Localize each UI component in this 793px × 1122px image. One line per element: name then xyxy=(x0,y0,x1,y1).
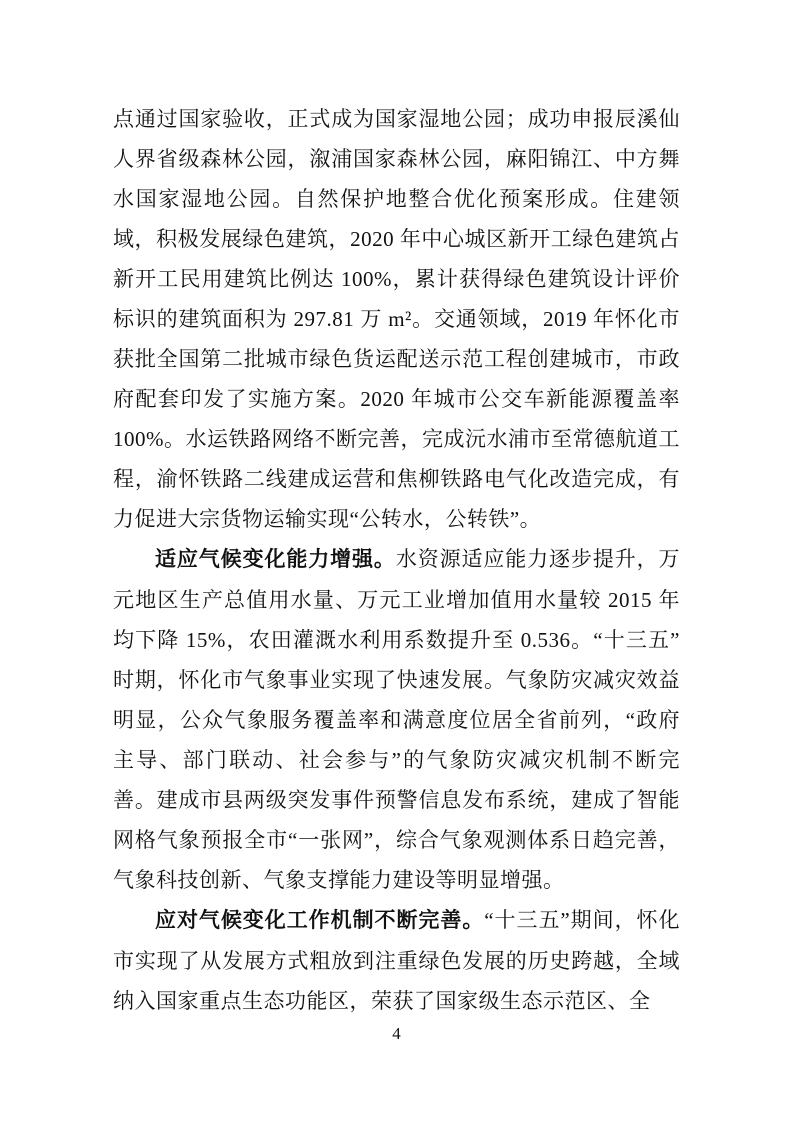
paragraph-lead-bold: 适应气候变化能力增强。 xyxy=(155,548,396,571)
paragraph-lead-bold: 应对气候变化工作机制不断完善。 xyxy=(155,909,485,932)
paragraph-text: 水资源适应能力逐步提升，万元地区生产总值用水量、万元工业增加值用水量较 2015 年均下降 15%，农田灌溉水利用系数提升至 0.536。“十三五”时期，怀化市气象事业实现了快速发展。气象防灾减灾效益明显，公众气象服务覆盖率和满意度位居全省前列，“政府主导、部门联动、社会参与”的气象防灾减灾机制不断完善。建成市县两级突发事件预警信息发布系统，建成了智能网格气象预报全市“一张网”，综合气象观测体系日趋完善，气象科技创新、气象支撑能力建设等明显增强。 xyxy=(113,547,681,892)
paragraph-text: “十三五”期间，怀化市实现了从发展方式粗放到注重绿色发展的历史跨越，全域纳入国家重点生态功能区，荣获了国家级生态示范区、全 xyxy=(113,908,680,1013)
paragraph-work-mechanism xyxy=(113,900,680,1021)
paragraph-text: 点通过国家验收，正式成为国家湿地公园；成功申报辰溪仙人界省级森林公园，溆浦国家森林公园，麻阳锦江、中方舞水国家湿地公园。自然保护地整合优化预案形成。住建领域，积极发展绿色建筑，2020 年中心城区新开工绿色建筑占新开工民用建筑比例达 100%，累计获得绿色建筑设计评价标识的建筑面积为 297.81 万 m²。交通领域，2019 年怀化市获批全国第二批城市绿色货运配送示范工程创建城市，市政府配套印发了实施方案。2020 年城市公交车新能源覆盖率 100%。水运铁路网络不断完善，完成沅水浦市至常德航道工程，渝怀铁路二线建成运营和焦柳铁路电气化改造完成，有力促进大宗货物运输实现“公转水，公转铁”。 xyxy=(113,107,680,531)
document-body xyxy=(113,99,680,1021)
page-number: 4 xyxy=(392,1024,401,1043)
paragraph-climate-adaptation xyxy=(113,539,680,900)
paragraph-green-development-continuation xyxy=(113,99,680,539)
